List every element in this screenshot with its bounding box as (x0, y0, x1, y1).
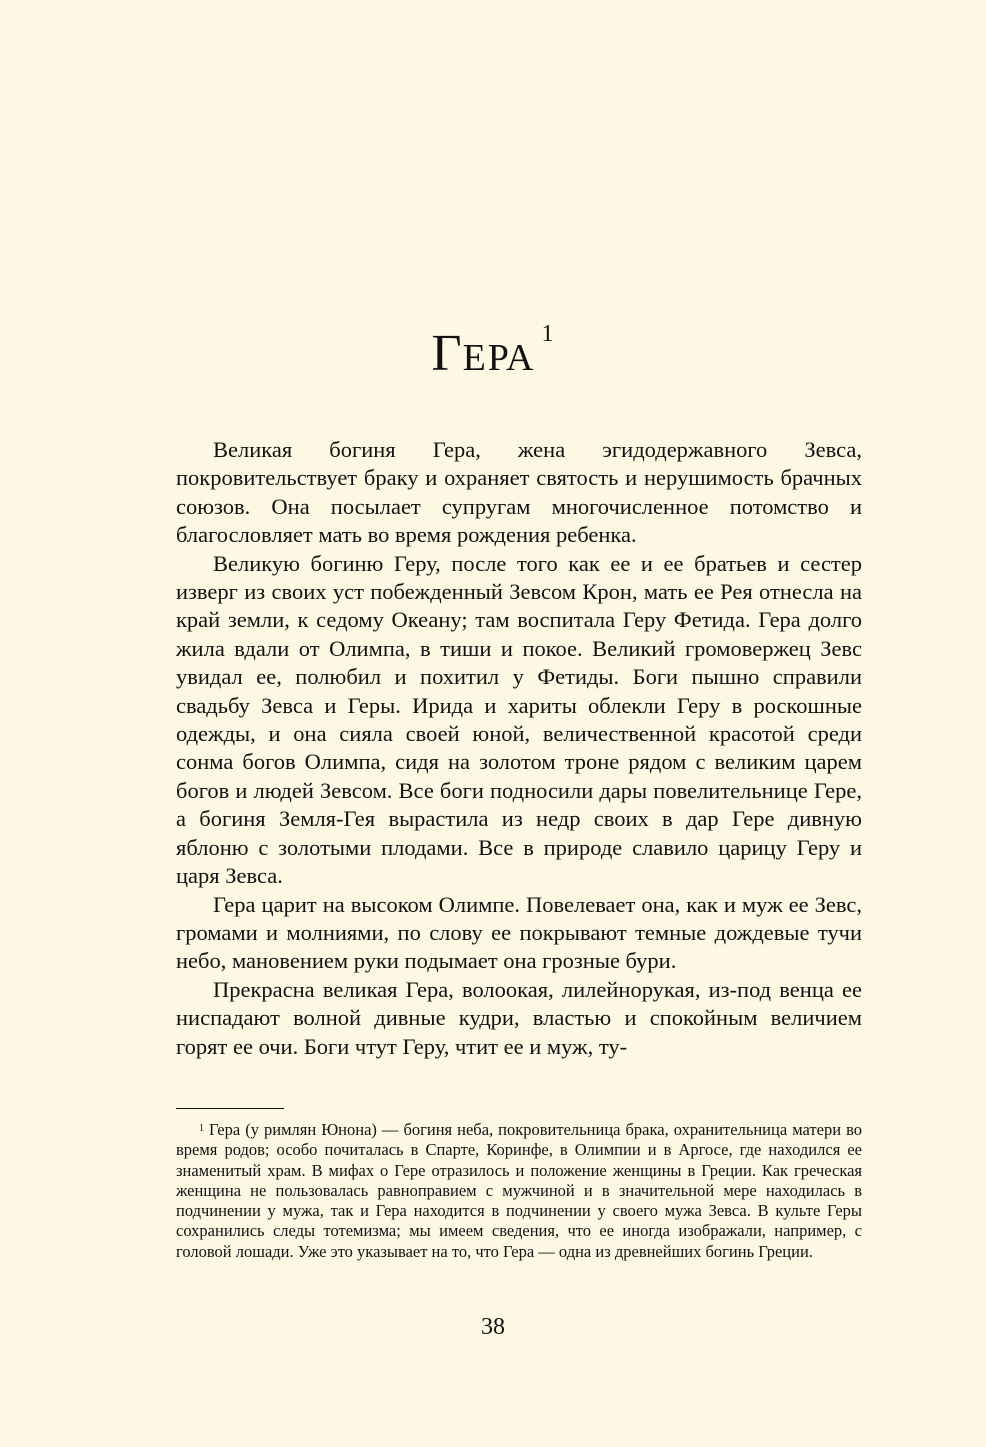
chapter-title (0, 321, 986, 382)
paragraph: Прекрасна великая Гера, волоокая, лилейнорукая, из-под венца ее ниспадают волной дивные кудри, властью и спокойным величием горят ее очи. Боги чтут Геру, чтит ее и муж, ту- (176, 976, 862, 1059)
page-number: 38 (481, 1314, 505, 1340)
footnote-text: Гера (у римлян Юнона) — богиня неба, покровительница брака, охранительница матери во время родов; особо почиталась в Спарте, Коринфе, в Олимпии и в Аргосе, где находился ее знаменитый храм. В мифах о Гере отразилось и положение женщины в Греции. Как греческая женщина не пользовалась равноправием с мужчиной и в значительной мере находилась в подчинении у мужа, так и Гера находится в подчинении у своего мужа Зевса. В культе Геры сохранились следы тотемизма; мы имеем сведения, что ее иногда изображали, например, с головой лошади. Уже это указывает на то, что Гера — одна из древнейших богинь Греции. (176, 1120, 862, 1261)
chapter-title-rest: ЕРА (462, 337, 536, 379)
paragraph: Великую богиню Геру, после того как ее и ее братьев и сестер изверг из своих уст побежденный Зевсом Крон, мать ее Рея отнесла на край земли, к седому Океану; там воспитала Геру Фетида. Гера долго жила вдали от Олимпа, в тиши и покое. Великий громовержец Зевс увидал ее, полюбил и похитил у Фетиды. Боги пышно справили свадьбу Зевса и Геры. Ирида и хариты облекли Геру в роскошные одежды, и она сияла своей юной, величественной красотой среди сонма богов Олимпа, сидя на золотом троне рядом с великим царем богов и людей Зевсом. Все боги подносили дары повелительнице Гере, а богиня Земля-Гея вырастила из недр своих в дар Гере дивную яблоню с золотыми плодами. Все в природе славило царицу Геру и царя Зевса. (176, 550, 862, 889)
footnote-divider (176, 1108, 284, 1109)
footnote (176, 1120, 862, 1262)
paragraph: Гера царит на высоком Олимпе. Повелевает она, как и муж ее Зевс, громами и молниями, по слову ее покрывают темные дождевые тучи небо, мановением руки подымает она грозные бури. (176, 891, 862, 974)
body-text (176, 436, 862, 1061)
footnote-marker: 1 (199, 1123, 204, 1134)
chapter-title-initial: Г (431, 325, 463, 382)
paragraph: Великая богиня Гера, жена эгидодержавного Зевса, покровительствует браку и охраняет святость и нерушимость брачных союзов. Она посылает супругам многочисленное потомство и благословляет мать во время рождения ребенка. (176, 437, 862, 548)
footnote-reference: 1 (541, 321, 555, 347)
